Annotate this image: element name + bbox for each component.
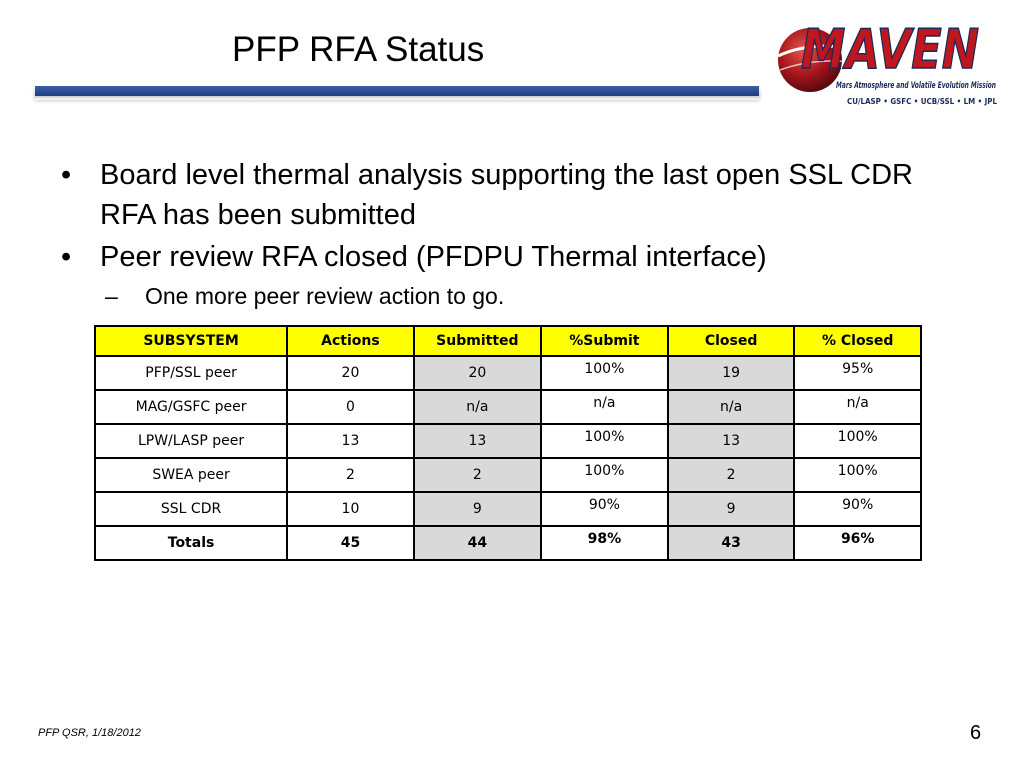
bullet-marker: • [61, 241, 72, 273]
table-row [95, 458, 921, 492]
bullet-text: Peer review RFA closed (PFDPU Thermal interface) [100, 241, 767, 273]
cell-subsystem: SSL CDR [95, 492, 287, 526]
sub-bullet-marker: – [105, 283, 118, 309]
bullet-item [55, 237, 935, 277]
cell-submitted: 20 [414, 356, 541, 390]
header-subsystem: SUBSYSTEM [95, 326, 287, 356]
header-percent-submit: %Submit [541, 326, 668, 356]
cell-subsystem: PFP/SSL peer [95, 356, 287, 390]
cell-actions: 13 [287, 424, 414, 458]
table-row [95, 424, 921, 458]
header-closed: Closed [668, 326, 795, 356]
cell-percent-submit: 100% [541, 356, 668, 390]
table-totals-row [95, 526, 921, 560]
cell-submitted: 2 [414, 458, 541, 492]
slide-title: PFP RFA Status [232, 30, 485, 69]
table-row [95, 390, 921, 424]
cell-percent-submit: 90% [541, 492, 668, 526]
cell-closed: 2 [668, 458, 795, 492]
cell-percent-submit: 100% [541, 424, 668, 458]
cell-percent-submit: 100% [541, 458, 668, 492]
maven-logo [772, 10, 1008, 116]
cell-percent-closed: 100% [794, 424, 921, 458]
svg-text:MAVEN: MAVEN [801, 18, 979, 81]
bullet-text: Board level thermal analysis supporting the last open SSL CDR RFA has been submitted [100, 159, 913, 231]
cell-percent-closed: n/a [794, 390, 921, 424]
cell-actions: 45 [287, 526, 414, 560]
cell-closed: 43 [668, 526, 795, 560]
sub-bullet-item [55, 279, 935, 313]
cell-percent-closed: 96% [794, 526, 921, 560]
svg-text:Mars Atmosphere and Volatile E: Mars Atmosphere and Volatile Evolution Mission [836, 81, 996, 91]
table-header-row [95, 326, 921, 356]
bullet-list [55, 155, 935, 313]
cell-percent-submit: n/a [541, 390, 668, 424]
header-percent-closed: % Closed [794, 326, 921, 356]
title-underline-bar [35, 86, 759, 96]
cell-subsystem: SWEA peer [95, 458, 287, 492]
svg-text:CU/LASP • GSFC • UCB/SSL • LM: CU/LASP • GSFC • UCB/SSL • LM • JPL [847, 97, 997, 106]
rfa-status-table [94, 325, 922, 561]
cell-submitted: 13 [414, 424, 541, 458]
cell-percent-submit: 98% [541, 526, 668, 560]
cell-actions: 10 [287, 492, 414, 526]
header-submitted: Submitted [414, 326, 541, 356]
cell-subsystem: MAG/GSFC peer [95, 390, 287, 424]
cell-percent-closed: 90% [794, 492, 921, 526]
cell-subsystem: Totals [95, 526, 287, 560]
bullet-marker: • [61, 159, 72, 191]
cell-subsystem: LPW/LASP peer [95, 424, 287, 458]
page-number: 6 [970, 722, 982, 744]
cell-closed: 19 [668, 356, 795, 390]
cell-closed: 9 [668, 492, 795, 526]
header-actions: Actions [287, 326, 414, 356]
table-row [95, 492, 921, 526]
cell-closed: 13 [668, 424, 795, 458]
cell-submitted: 9 [414, 492, 541, 526]
cell-actions: 2 [287, 458, 414, 492]
cell-closed: n/a [668, 390, 795, 424]
cell-submitted: n/a [414, 390, 541, 424]
cell-actions: 20 [287, 356, 414, 390]
footer-text: PFP QSR, 1/18/2012 [38, 727, 141, 739]
bullet-item [55, 155, 935, 235]
cell-percent-closed: 95% [794, 356, 921, 390]
sub-bullet-text: One more peer review action to go. [145, 283, 505, 309]
cell-submitted: 44 [414, 526, 541, 560]
table-row [95, 356, 921, 390]
cell-percent-closed: 100% [794, 458, 921, 492]
cell-actions: 0 [287, 390, 414, 424]
title-bar-shadow [35, 96, 759, 100]
